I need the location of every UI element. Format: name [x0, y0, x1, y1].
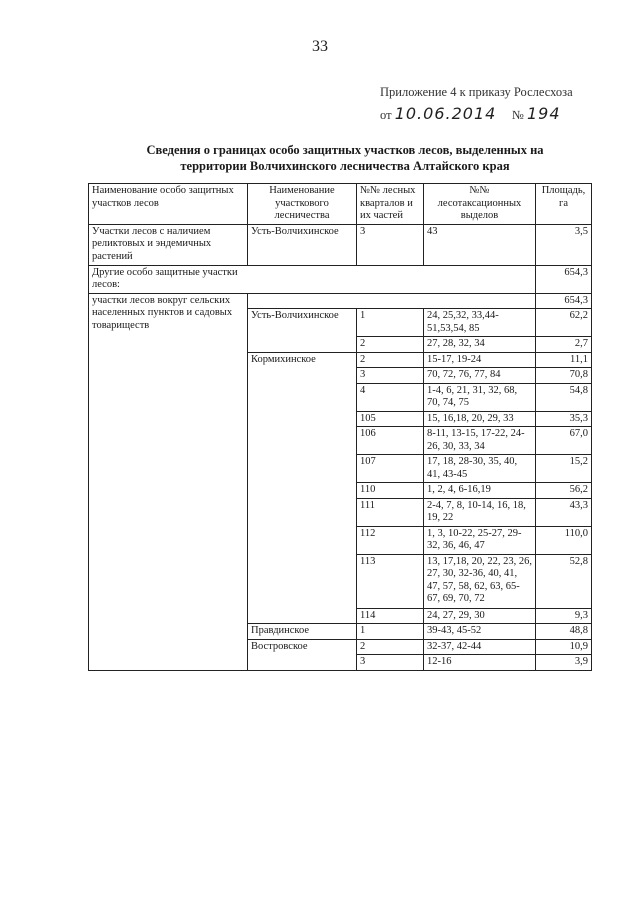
quarter-cell: 3 [357, 368, 424, 384]
plots-cell: 24, 27, 29, 30 [424, 608, 536, 624]
plots-cell: 1, 3, 10-22, 25-27, 29-32, 36, 46, 47 [424, 526, 536, 554]
area-cell: 654,3 [536, 265, 592, 293]
area-cell: 56,2 [536, 483, 592, 499]
area-cell: 2,7 [536, 337, 592, 353]
empty-cell [248, 293, 536, 309]
order-date: 10.06.2014 [394, 104, 497, 123]
area-cell: 3,9 [536, 655, 592, 671]
plots-cell: 12-16 [424, 655, 536, 671]
quarter-cell: 3 [357, 224, 424, 265]
area-cell: 48,8 [536, 624, 592, 640]
quarter-cell: 2 [357, 337, 424, 353]
forestry-cell: Усть-Волчихинское [248, 224, 357, 265]
area-cell: 11,1 [536, 352, 592, 368]
category-cell: участки лесов вокруг сельских населенных пунктов и садовых товариществ [89, 293, 248, 670]
order-number: 194 [526, 104, 561, 123]
number-prefix: № [511, 108, 524, 122]
forestry-cell: Усть-Волчихинское [248, 309, 357, 337]
plots-cell: 15, 16,18, 20, 29, 33 [424, 411, 536, 427]
quarter-cell: 1 [357, 309, 424, 337]
plots-cell: 24, 25,32, 33,44-51,53,54, 85 [424, 309, 536, 337]
quarter-cell: 3 [357, 655, 424, 671]
order-dateline [380, 104, 561, 123]
title-line-1: Сведения о границах особо защитных участков лесов, выделенных на [146, 143, 544, 157]
area-cell: 10,9 [536, 639, 592, 655]
quarter-cell: 107 [357, 455, 424, 483]
plots-cell: 1, 2, 4, 6-16,19 [424, 483, 536, 499]
quarter-cell: 2 [357, 352, 424, 368]
area-cell: 43,3 [536, 498, 592, 526]
area-cell: 52,8 [536, 554, 592, 608]
area-cell: 110,0 [536, 526, 592, 554]
forestry-cell: Востровское [248, 639, 357, 655]
area-cell: 67,0 [536, 427, 592, 455]
plots-cell: 17, 18, 28-30, 35, 40, 41, 43-45 [424, 455, 536, 483]
plots-cell: 32-37, 42-44 [424, 639, 536, 655]
table-row [89, 224, 592, 265]
empty-cell [248, 265, 536, 293]
plots-cell: 27, 28, 32, 34 [424, 337, 536, 353]
date-prefix: от [380, 108, 392, 122]
area-cell: 15,2 [536, 455, 592, 483]
area-cell: 54,8 [536, 383, 592, 411]
quarter-cell: 112 [357, 526, 424, 554]
area-cell: 654,3 [536, 293, 592, 309]
quarter-cell: 4 [357, 383, 424, 411]
table-row [89, 293, 592, 309]
quarter-cell: 113 [357, 554, 424, 608]
table-row [89, 265, 592, 293]
area-cell: 70,8 [536, 368, 592, 384]
plots-cell: 13, 17,18, 20, 22, 23, 26, 27, 30, 32-36, 40, 41, 47, 57, 58, 62, 63, 65-67, 69, 70, 72 [424, 554, 536, 608]
quarter-cell: 2 [357, 639, 424, 655]
header-cell: Наименование участкового лесничества [248, 184, 357, 225]
forestry-cell [248, 337, 357, 353]
area-cell: 9,3 [536, 608, 592, 624]
forestry-cell: Кормихинское [248, 352, 357, 624]
area-cell: 3,5 [536, 224, 592, 265]
forestry-cell [248, 655, 357, 671]
quarter-cell: 106 [357, 427, 424, 455]
plots-cell: 15-17, 19-24 [424, 352, 536, 368]
document-title [60, 142, 630, 174]
title-line-2: территории Волчихинского лесничества Алтайского края [180, 159, 510, 173]
header-cell: №№ лесотаксационных выделов [424, 184, 536, 225]
quarter-cell: 105 [357, 411, 424, 427]
plots-cell: 8-11, 13-15, 17-22, 24-26, 30, 33, 34 [424, 427, 536, 455]
category-cell: Участки лесов с наличием реликтовых и эндемичных растений [89, 224, 248, 265]
plots-cell: 2-4, 7, 8, 10-14, 16, 18, 19, 22 [424, 498, 536, 526]
category-cell: Другие особо защитные участки лесов: [89, 265, 248, 293]
quarter-cell: 111 [357, 498, 424, 526]
forest-areas-table [88, 183, 592, 671]
plots-cell: 70, 72, 76, 77, 84 [424, 368, 536, 384]
plots-cell: 1-4, 6, 21, 31, 32, 68, 70, 74, 75 [424, 383, 536, 411]
page-number: 33 [312, 38, 328, 55]
header-cell: Наименование особо защитных участков лесов [89, 184, 248, 225]
quarter-cell: 110 [357, 483, 424, 499]
header-cell: №№ лесных кварталов и их частей [357, 184, 424, 225]
appendix-note: Приложение 4 к приказу Рослесхоза [380, 85, 573, 99]
quarter-cell: 1 [357, 624, 424, 640]
plots-cell: 43 [424, 224, 536, 265]
plots-cell: 39-43, 45-52 [424, 624, 536, 640]
header-cell: Площадь, га [536, 184, 592, 225]
quarter-cell: 114 [357, 608, 424, 624]
table-header-row [89, 184, 592, 225]
area-cell: 62,2 [536, 309, 592, 337]
area-cell: 35,3 [536, 411, 592, 427]
forestry-cell: Правдинское [248, 624, 357, 640]
